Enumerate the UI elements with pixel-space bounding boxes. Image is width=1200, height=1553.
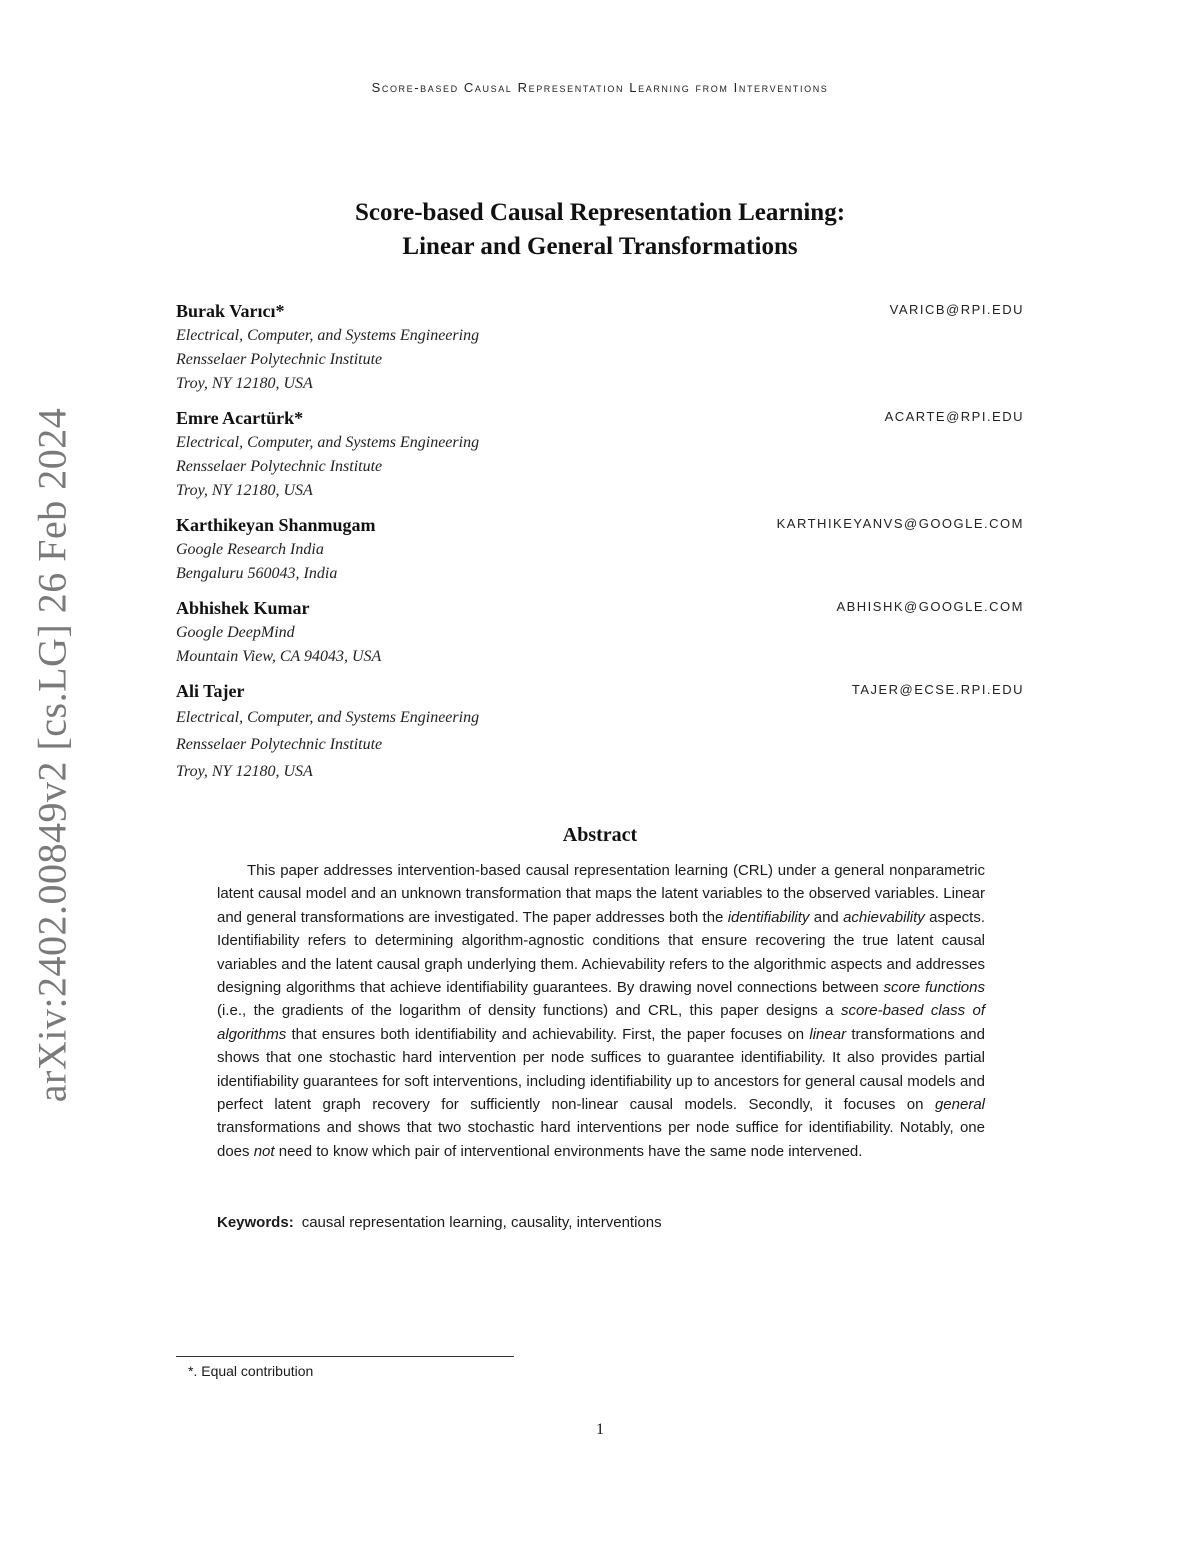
- author-block: [176, 405, 1024, 503]
- author-affiliation-line: Google Research India: [176, 541, 324, 558]
- abstract-heading: Abstract: [562, 824, 638, 846]
- author-block: [176, 595, 1024, 669]
- author-email: ACARTE@RPI.EDU: [884, 409, 1024, 424]
- author-affiliation-line: Mountain View, CA 94043, USA: [176, 648, 382, 665]
- abstract-emphasis: score-based class of algorithms: [217, 1002, 985, 1043]
- arxiv-stamp: arXiv:2402.00849v2 [cs.LG] 26 Feb 2024: [29, 407, 75, 1103]
- abstract-emphasis: linear: [809, 1025, 847, 1043]
- keywords-label: Keywords:: [217, 1214, 294, 1231]
- author-affiliation-line: Troy, NY 12180, USA: [176, 482, 313, 499]
- keywords: [217, 1214, 985, 1231]
- abstract-segment: transformations and shows that one stochastic hard intervention per node suffices to guarantee identifiability. It also provides partial identifiability guarantees for soft interventions, including identifiability up to ancestors for general causal models and perfect latent graph recovery for sufficiently non-linear causal models. Secondly, it focuses on: [217, 1025, 985, 1114]
- author-name: Burak Varıcı*: [176, 301, 285, 321]
- author-affiliation-line: Rensselaer Polytechnic Institute: [176, 458, 383, 475]
- paper-title: [0, 196, 1200, 264]
- author-block: [176, 298, 1024, 396]
- author-block: [176, 678, 1024, 785]
- author-affiliation-line: Bengaluru 560043, India: [176, 565, 338, 582]
- author-affiliation-line: Troy, NY 12180, USA: [176, 375, 313, 392]
- author-affiliation-line: Troy, NY 12180, USA: [176, 763, 313, 780]
- author-affiliation-line: Rensselaer Polytechnic Institute: [176, 351, 383, 368]
- author-affiliation-line: Electrical, Computer, and Systems Engineering: [176, 327, 480, 344]
- author-name: Karthikeyan Shanmugam: [176, 515, 376, 535]
- author-email: VARICB@RPI.EDU: [889, 302, 1024, 317]
- paper-title-line-1: Score-based Causal Representation Learning:: [354, 199, 846, 226]
- author-email: TAJER@ECSE.RPI.EDU: [851, 682, 1024, 697]
- abstract-segment: This paper addresses intervention-based causal representation learning (CRL) under a general nonparametric latent causal model and an unknown transformation that maps the latent variables to the observed variables. Linear and general transformations are investigated. The paper addresses both the: [217, 862, 985, 926]
- abstract-segment: that ensures both identifiability and achievability. First, the paper focuses on: [286, 1025, 810, 1043]
- abstract-emphasis: identifiability: [727, 908, 810, 926]
- abstract-segment: and: [809, 908, 844, 926]
- abstract-emphasis: general: [934, 1096, 985, 1114]
- paper-title-line-2: Linear and General Transformations: [402, 233, 798, 260]
- author-affiliation-line: Electrical, Computer, and Systems Engineering: [176, 709, 480, 726]
- author-affiliation-line: Google DeepMind: [176, 624, 295, 641]
- author-name: Ali Tajer: [176, 681, 245, 701]
- abstract-text: [217, 859, 985, 1163]
- abstract-segment: (i.e., the gradients of the logarithm of density functions) and CRL, this paper designs a: [217, 1002, 841, 1020]
- author-affiliation-line: Electrical, Computer, and Systems Engineering: [176, 434, 480, 451]
- author-email: ABHISHK@GOOGLE.COM: [836, 599, 1024, 614]
- abstract-emphasis: not: [253, 1142, 275, 1160]
- abstract-emphasis: score functions: [883, 979, 985, 997]
- page-number: 1: [596, 1421, 604, 1438]
- author-block: [176, 512, 1024, 586]
- footnote-divider: [176, 1356, 514, 1357]
- abstract-emphasis: achievability: [843, 908, 925, 926]
- author-name: Emre Acartürk*: [176, 408, 304, 428]
- author-name: Abhishek Kumar: [176, 598, 310, 618]
- footnote: *. Equal contribution: [188, 1363, 314, 1379]
- running-head: Score-based Causal Representation Learning from Interventions: [371, 80, 829, 95]
- abstract-segment: need to know which pair of interventional environments have the same node intervened.: [274, 1142, 863, 1160]
- abstract-segment: aspects. Identifiability refers to determining algorithm-agnostic conditions that ensure recovering the true latent causal variables and the latent causal graph underlying them. Achievability refers to the algorithmic aspects and addresses designing algorithms that achieve identifiability guarantees. By drawing novel connections between: [217, 908, 985, 997]
- keywords-text: causal representation learning, causality, interventions: [301, 1214, 662, 1231]
- abstract-segment: transformations and shows that two stochastic hard interventions per node suffice for identifiability. Notably, one does: [217, 1119, 985, 1160]
- author-email: KARTHIKEYANVS@GOOGLE.COM: [776, 516, 1024, 531]
- author-affiliation-line: Rensselaer Polytechnic Institute: [176, 736, 383, 753]
- author-list: [176, 298, 1024, 794]
